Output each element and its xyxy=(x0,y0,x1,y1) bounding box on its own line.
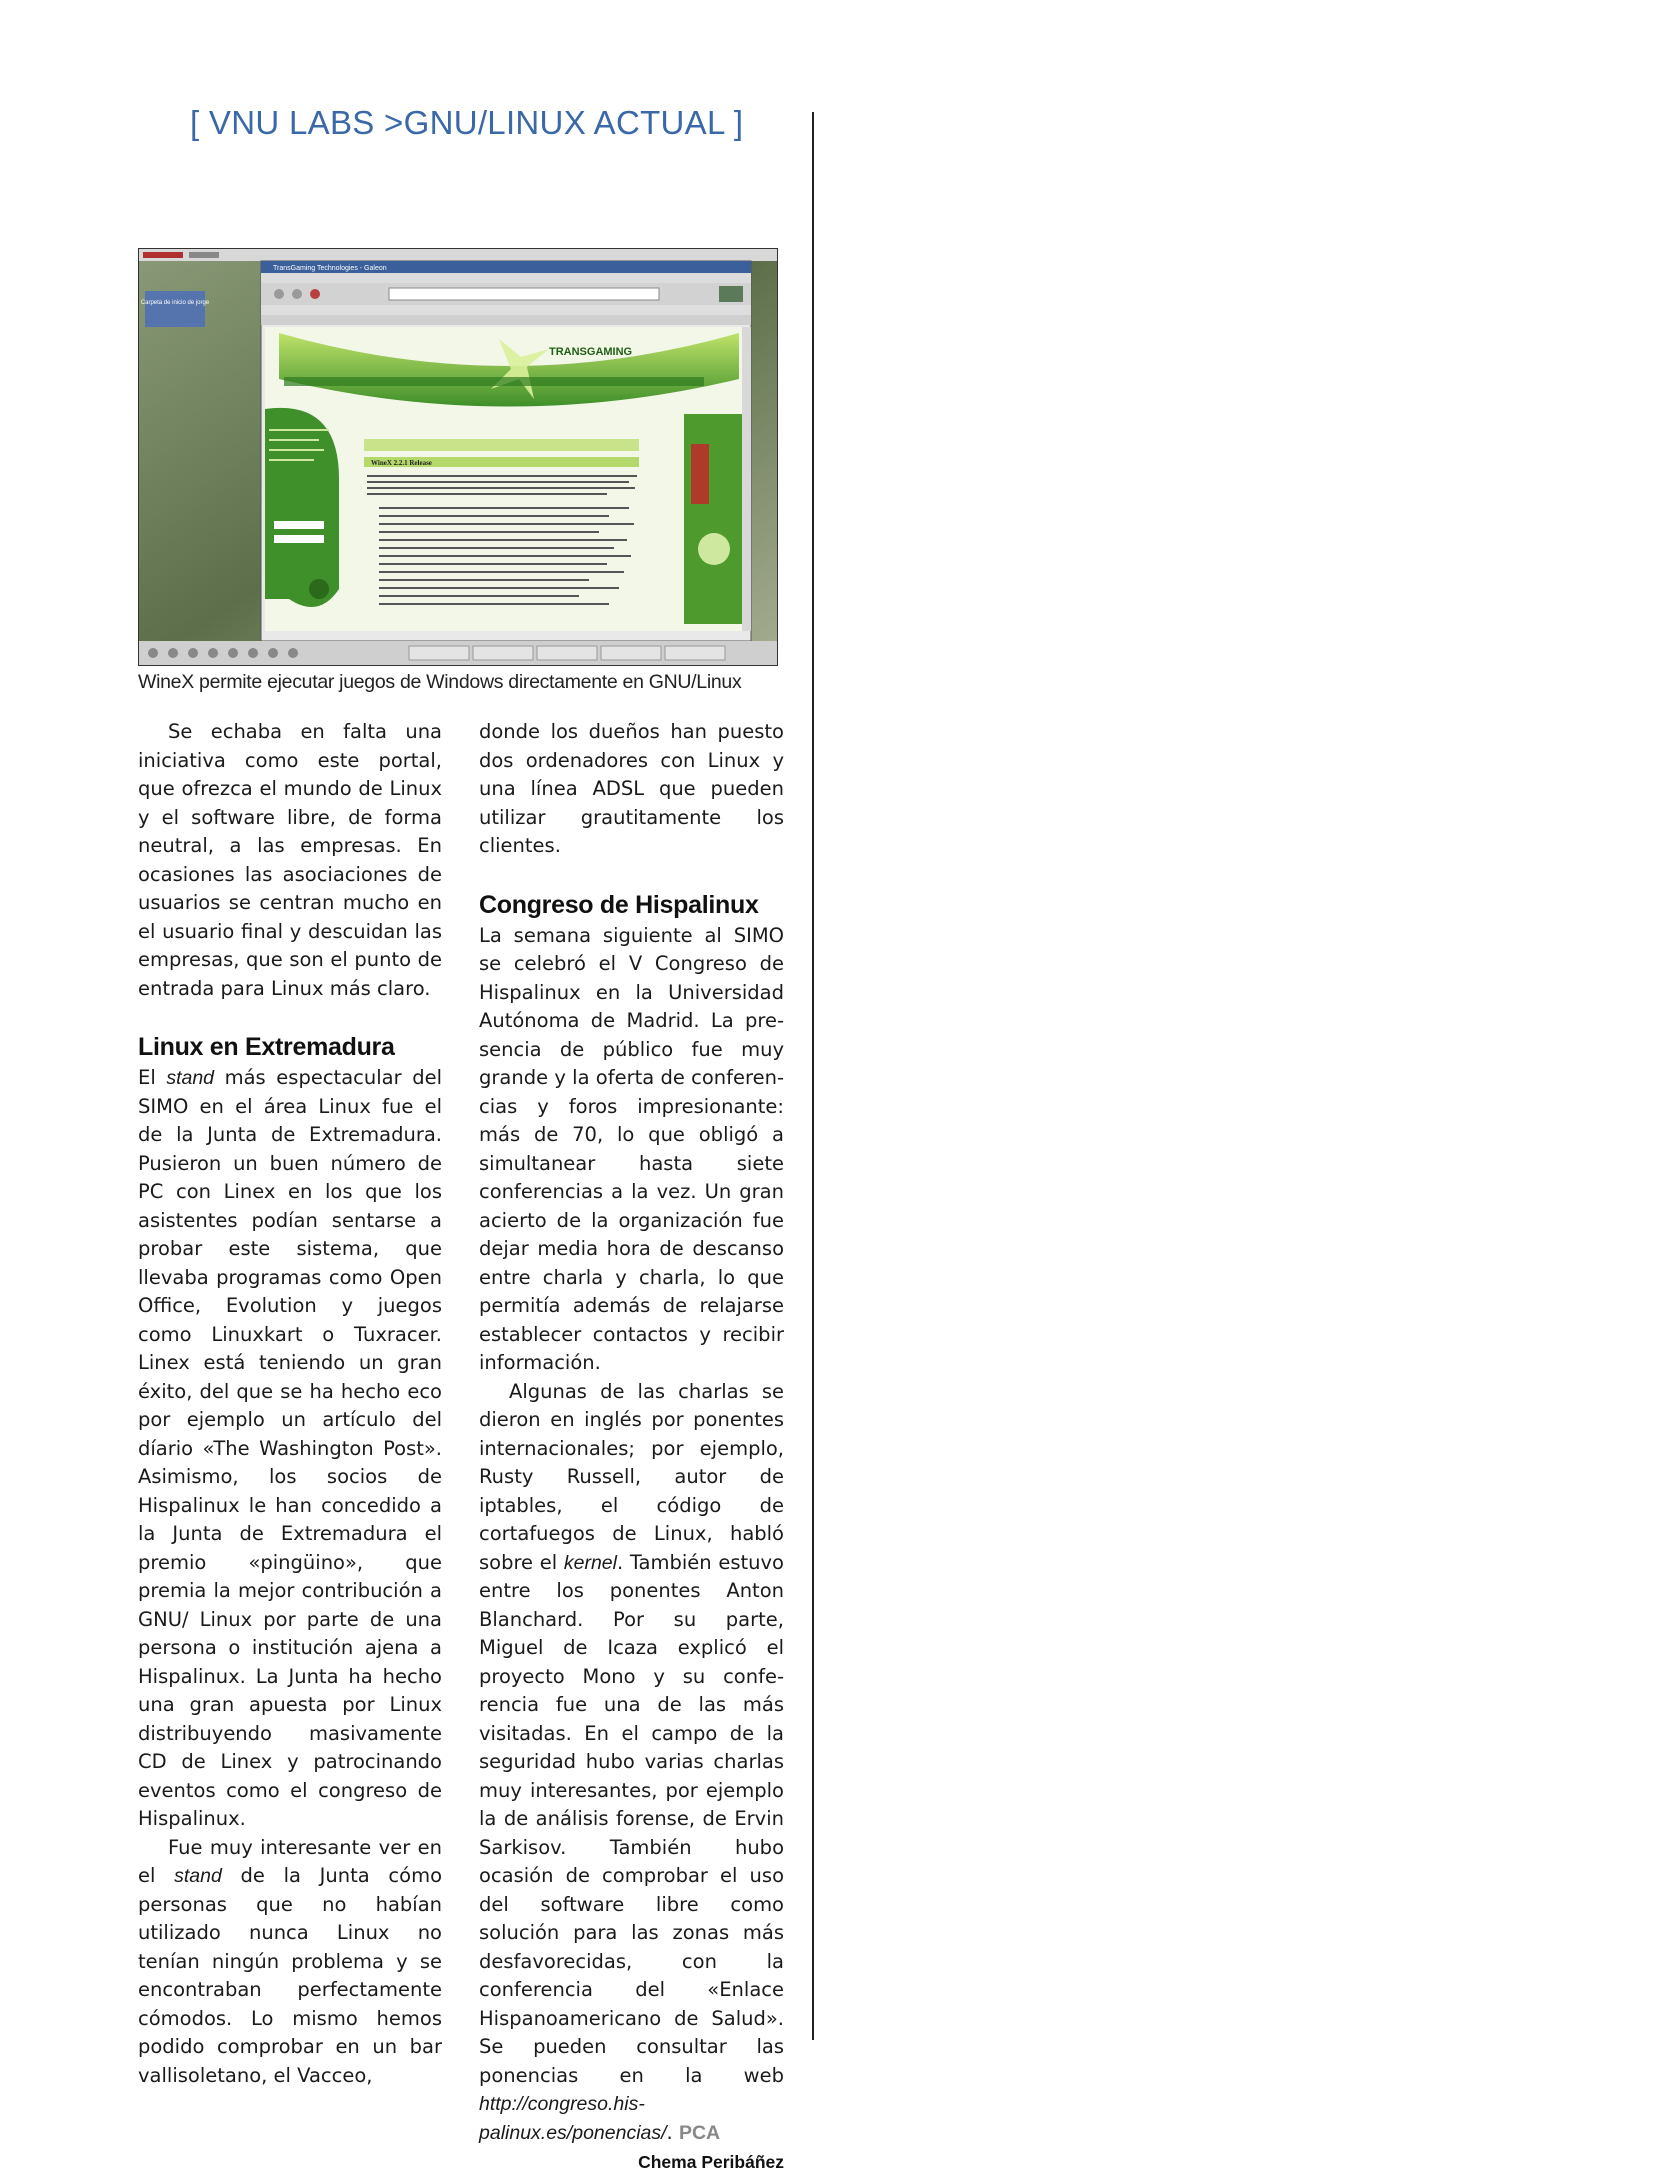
paragraph-intro: Se echaba en falta una iniciativa como este portal, que ofrezca el mundo de Linux y el software libre, de forma neutral, a las empresas. En ocasiones las asociaciones de usuarios se centran mucho en el usuario final y descuidan las empresas, que son el punto de entrada para Linux más claro. xyxy=(138,720,442,1000)
transgaming-logo: TRANSGAMING xyxy=(549,346,633,358)
paragraph-charlas: Algunas de las charlas se dieron en inglés por ponentes internacionales; por ejemplo, Rusty Russell, autor de iptables, el código de cortafuegos de Linux, habló sobre el kernel. También estuvo entre los ponentes Anton Blanchard. Por su parte, Miguel de Icaza explicó el proyecto Mono y su conferencia fue una de las más visitadas. En el campo de la seguridad hubo varias charlas muy interesantes, por ejemplo la de análisis forense, de Ervin Sarkisov. También hubo ocasión de comprobar el uso del software libre como solución para las zonas más desfavorecidas, con la conferencia del «Enlace Hispanoamericano de Salud». Se pueden consultar las ponencias en la web http://congreso.hispalinux.es/ponencias/. PCA xyxy=(479,1379,784,2144)
window-title: TransGaming Technologies - Galeon xyxy=(273,265,387,272)
paragraph-vacceo: donde los dueños han puesto dos ordenadores con Linux y una línea ADSL que pueden utilizar grautitamente los clientes. xyxy=(479,720,784,857)
right-column xyxy=(479,718,784,2177)
signoff-pca: PCA xyxy=(678,2121,721,2144)
news-heading: WineX 2.2.1 Release xyxy=(371,459,432,467)
heading-linux-extremadura: Linux en Extremadura xyxy=(138,1033,395,1061)
left-column xyxy=(138,718,442,2090)
figure-caption: WineX permite ejecutar juegos de Windows directamente en GNU/Linux xyxy=(138,671,742,693)
section-header: [ VNU LABS >GNU/LINUX ACTUAL ] xyxy=(190,104,744,141)
column-rule xyxy=(812,112,814,2040)
paragraph-extremadura: El stand más espectacular del SIMO en el área Linux fue el de la Junta de Extremadura. Pusieron un buen número de PC con Linex en los que los asistentes podían sentarse a probar este sistema, que llevaba programas como Open Office, Evolution y juegos como Linuxkart o Tuxracer. Linex está teniendo un gran éxito, del que se ha hecho eco por ejemplo un artículo del díario «The Washington Post». Asimismo, los socios de Hispalinux le han concedido a la Junta de Extremadura el premio «pingüino», que premia la mejor contribución a GNU/ Linux por parte de una persona o institución ajena a Hispalinux. La Junta ha hecho una gran apuesta por Linux distribuyendo masivamente CD de Linex y patrocinando eventos como el congreso de Hispalinux. xyxy=(138,1066,442,1830)
screenshot-figure xyxy=(138,248,778,666)
heading-congreso-hispalinux: Congreso de Hispalinux xyxy=(479,890,759,919)
ponencias-link[interactable]: http://congreso.hispalinux.es/ponencias/ xyxy=(479,2093,667,2144)
paragraph-stand-junta: Fue muy interesante ver en el stand de la Junta cómo personas que no habían utilizado nunca Linux no tenían ningún problema y se encontraban perfectamente cómodos. Lo mismo hemos podido comprobar en un bar vallisoletano, el Vacceo, xyxy=(138,1835,442,2087)
paragraph-congreso: La semana siguiente al SIMO se celebró el V Congreso de Hispalinux en la Universidad Autónoma de Madrid. La presencia de público fue muy grande y la oferta de conferencias y foros impresionante: más de 70, lo que obligó a simultanear hasta siete conferencias a la vez. Un gran acierto de la organización fue dejar media hora de descanso entre charla y charla, lo que permitía además de relajarse establecer contactos y recibir información. xyxy=(479,923,784,1374)
desktop-icon-label: Carpeta de inicio de jorge xyxy=(140,300,210,306)
author-name: Chema Peribáñez xyxy=(638,2152,784,2172)
winex-screenshot-image xyxy=(139,249,777,665)
